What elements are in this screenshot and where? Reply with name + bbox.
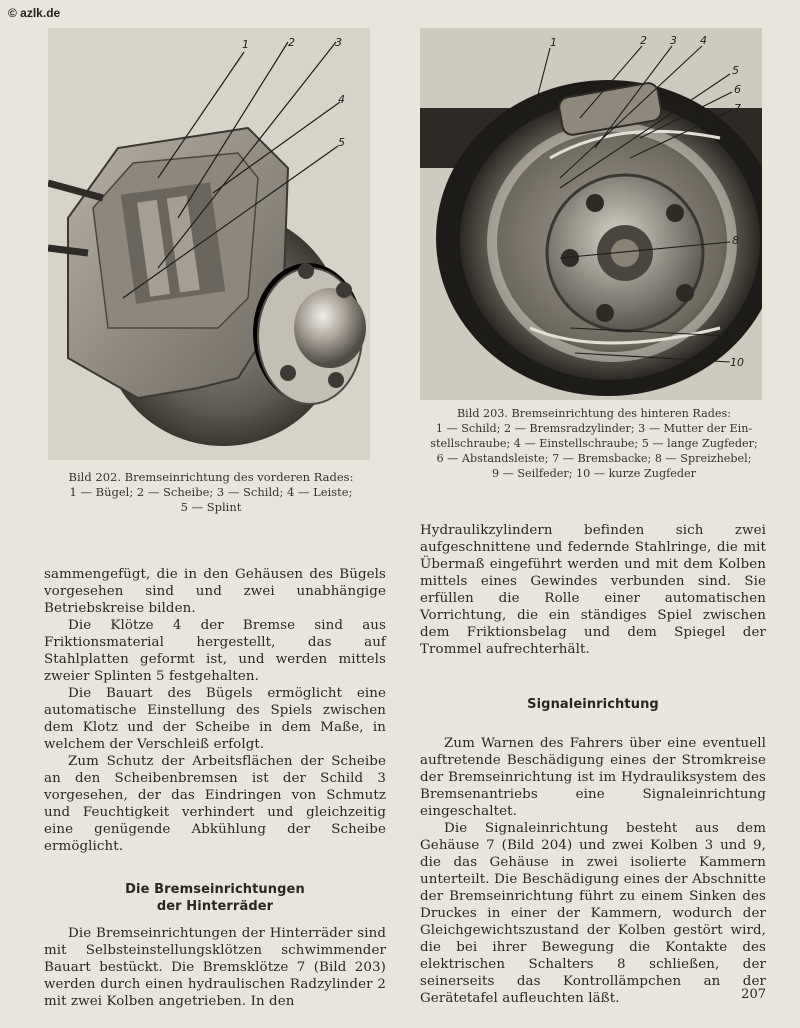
figure-203-caption-legend-4: 9 — Seilfeder; 10 — kurze Zugfeder (491, 467, 697, 480)
figure-203-photo (420, 28, 762, 400)
figure-202-photo (48, 28, 370, 460)
hub-cap-shape (294, 288, 366, 368)
figure-203-caption (418, 406, 770, 481)
left-paragraph-4: Zum Schutz der Arbeitsflächen der Scheibe an den Scheibenbremsen ist der Schild 3 vorgesehen, der das Eindringen von Schmutz und Feuchtigkeit verhindert und gleichzeitig eine genügende Abkühlung der Scheibe ermöglicht. (44, 754, 386, 854)
right-paragraph-3: Die Signaleinrichtung besteht aus dem Gehäuse 7 (Bild 204) und zwei Kolben 3 und 9, die das Gehäuse in zwei isolierte Kammern unterteilt. Die Beschädigung eines der Abschnitte der Bremseinrichtung führt zu einem Sinken des Druckes in einer der Kammern, wodurch der Gleichgewichtszustand der Kolben gestört wird, die bei ihrer Bewegung die Kontakte des elektrischen Schalters 8 schließen, der seinerseits das Kontrollämpchen an der Gerätetafel aufleuchten läßt. (420, 821, 766, 1006)
fig203-label-2: 2 (640, 34, 647, 47)
watermark: © azlk.de (8, 6, 61, 20)
section-heading-rear-brakes-2: der Hinterräder (156, 899, 274, 914)
fig203-label-7: 7 (734, 102, 741, 115)
left-paragraph-5: Die Bremseinrichtungen der Hinterräder sind mit Selbsteinstellungsklötzen schwimmender Bauart bestückt. Die Bremsklötze 7 (Bild 203) werden durch einen hydraulischen Radzylinder 2 mit zwei Kolben angetrieben. In den (44, 926, 386, 1009)
fig203-label-3: 3 (670, 34, 677, 47)
section-heading-signal: Signaleinrichtung (527, 697, 659, 712)
fig203-label-1: 1 (550, 36, 557, 49)
right-paragraph-1: Hydraulikzylindern befinden sich zwei aufgeschnittene und federnde Stahlringe, die mit Übermaß eingeführt werden und mit dem Kolben mittels eines Gewindes verbunden sind. Sie erfüllen die Rolle einer automatischen Vorrichtung, die ein ständiges Spiel zwischen dem Friktionsbelag und dem Spiegel der Trommel aufrechterhält. (420, 523, 766, 657)
fig202-label-3: 3 (335, 36, 342, 49)
right-column (420, 522, 766, 1007)
fig203-label-8: 8 (732, 234, 739, 247)
left-paragraph-2: Die Klötze 4 der Bremse sind aus Friktionsmaterial hergestellt, das auf Stahlplatten geformt ist, und werden mittels zweier Splinten 5 festgehalten. (44, 618, 386, 684)
figure-203-caption-legend-2: stellschraube; 4 — Einstellschraube; 5 — lange Zugfeder; (430, 437, 758, 450)
figure-203-caption-legend-1: 1 — Schild; 2 — Bremsradzylinder; 3 — Mutter der Ein- (435, 422, 753, 435)
figure-203-caption-title: Bild 203. Bremseinrichtung des hinteren Rades: (456, 407, 732, 420)
fig203-label-4: 4 (700, 34, 707, 47)
figure-202-caption-legend-2: 5 — Splint (180, 500, 242, 514)
fig203-label-10: 10 (730, 356, 744, 369)
figure-202-caption (52, 470, 370, 515)
fig202-label-1: 1 (242, 38, 249, 51)
page-number: 207 (741, 987, 766, 1002)
figure-202-caption-legend-1: 1 — Bügel; 2 — Scheibe; 3 — Schild; 4 — Leiste; (69, 485, 353, 499)
fig202-label-5: 5 (338, 136, 345, 149)
fig202-label-4: 4 (338, 93, 345, 106)
fig203-label-9: 9 (732, 330, 739, 343)
fig203-label-6: 6 (734, 83, 741, 96)
left-paragraph-1: sammengefügt, die in den Gehäusen des Bügels vorgesehen sind und zwei unabhängige Betriebskreise bilden. (44, 567, 386, 616)
right-paragraph-2: Zum Warnen des Fahrers über eine eventuell auftretende Beschädigung eines der Stromkreise der Bremseinrichtung ist im Hydrauliksystem des Bremsenantriebs eine Signaleinrichtung eingeschaltet. (420, 736, 766, 819)
section-heading-rear-brakes: Die Bremseinrichtungen (125, 882, 305, 897)
left-paragraph-3: Die Bauart des Bügels ermöglicht eine automatische Einstellung des Spiels zwischen dem Klotz und der Scheibe in dem Maße, in welchem der Verschleiß erfolgt. (44, 686, 386, 752)
figure-202-caption-title: Bild 202. Bremseinrichtung des vorderen Rades: (68, 470, 354, 484)
fig202-label-2: 2 (288, 36, 295, 49)
left-column (44, 566, 386, 1010)
figure-203-caption-legend-3: 6 — Abstandsleiste; 7 — Bremsbacke; 8 — Spreizhebel; (436, 452, 752, 465)
fig203-label-5: 5 (732, 64, 739, 77)
